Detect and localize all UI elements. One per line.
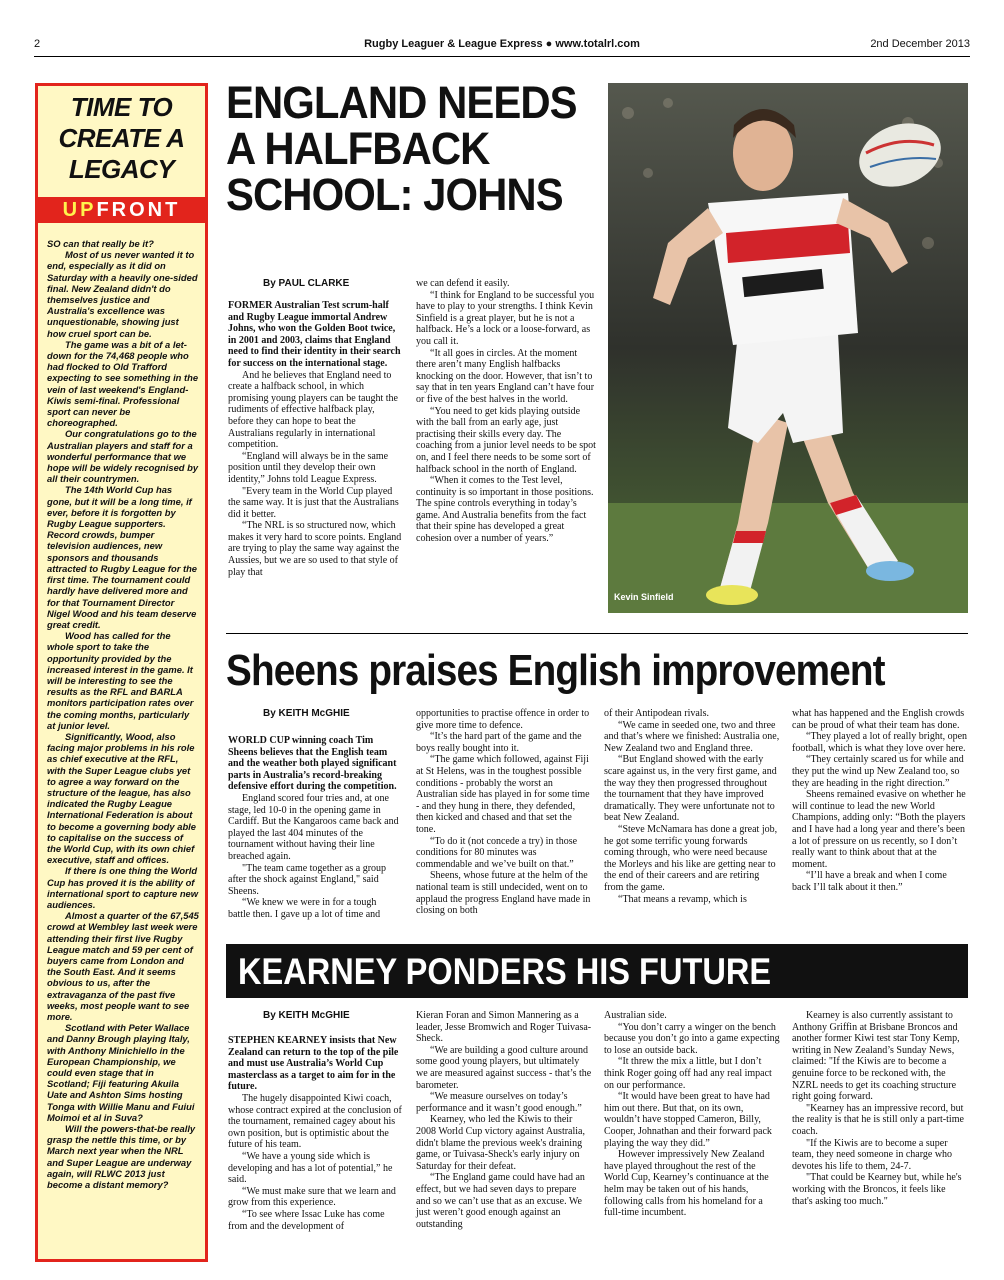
sidebar-paragraph: Our congratulations go to the Australian players and staff for a wonderful performance that we hope will be widely recognised by all their countrymen.: [47, 428, 199, 485]
player-illustration: [608, 83, 968, 613]
story3-paragraph: “It would have been great to have had him out there. But that, on its own, wouldn’t have stopped Cameron, Billy, Cooper, Johnathan and their forward pack playing the way they did.”: [604, 1091, 772, 1149]
story3-paragraph: “The England game could have had an effect, but we had seven days to prepare and so we can’t use that as an excuse. We just weren’t good enough against an outstanding: [416, 1172, 585, 1230]
story2-paragraph: “The game which followed, against Fiji at St Helens, was in the toughest possible conditions - probably the worst an Australian side has played in for some time - and they hung in there, they defended, then kicked and chased and that set the tone.: [416, 754, 590, 835]
story1-headline: ENGLAND NEEDS A HALFBACK SCHOOL: JOHNS: [226, 77, 577, 220]
story3-paragraph: Australian side.: [604, 1010, 667, 1021]
story2-paragraph: “We knew we were in for a tough battle then. I gave up a lot of time and: [228, 897, 381, 920]
story1-paragraph: “When it comes to the Test level, continuity is so important in those positions. The spine controls everything in today’s game. And Australia benefits from the fact that their spine has developed a great cohesion over a number of years.”: [416, 475, 594, 545]
sidebar-paragraph: Almost a quarter of the 67,545 crowd at Wembley last week were attending their first live Rugby League match and 59 per cent of buyers came from London and the South East. And it seems obvious to us, after the extravaganza of the past five weeks, most people want to see more.: [47, 910, 199, 1023]
story2-column-3: [604, 708, 780, 905]
story2-byline: By KEITH McGHIE: [263, 708, 350, 719]
kevin-sinfield-photo: [608, 83, 968, 613]
story3-paragraph: "That could be Kearney but, while he's working with the Broncos, it feels like that's asking too much.": [792, 1172, 962, 1207]
story2-column-1: [228, 735, 400, 921]
story3-paragraph: “We are building a good culture around some good young players, but ultimately we are measured against success - that’s the barometer.: [416, 1044, 592, 1091]
story3-column-4: [792, 1010, 968, 1207]
sidebar-paragraph: The 14th World Cup has gone, but it will be a long time, if ever, before it is forgotten by Rugby League supporters. Record crowds, bumper television audiences, new sponsors and thousands attracted to Rugby League for the first time. The tournament could hardly have delivered more and for that Tournament Director Nigel Wood and his team deserve great credit.: [47, 484, 198, 630]
sidebar-paragraph: Scotland with Peter Wallace and Danny Brough playing Italy, with Anthony Minichiello in the European Championship, we could even stage that in Scotland; Fiji featuring Akuila Uate and Ashton Sims hosting Tonga with Willie Manu and Fuiui Moimoi et al in Suva?: [47, 1022, 195, 1123]
story3-paragraph: “We must make sure that we learn and grow from this experience.: [228, 1185, 396, 1209]
story1-paragraph: "Every team in the World Cup played the same way. It is just that the Australians did it better.: [228, 485, 399, 520]
upfront-front: FRONT: [96, 199, 181, 221]
story2-paragraph: “It’s the hard part of the game and the boys really bought into it.: [416, 731, 582, 754]
sidebar-title: TIME TO CREATE A LEGACY: [58, 92, 185, 184]
story2-column-4: [792, 708, 968, 894]
story1-paragraph: “England will always be in the same position until they develop their own identity,” Johns told League Express.: [228, 450, 389, 485]
header-rule: [34, 56, 970, 57]
sidebar-paragraph: Will the powers-that-be really grasp the nettle this time, or by March next year when the NRL and Super League are underway again, will RLWC 2013 just become a distant memory?: [47, 1123, 196, 1191]
sidebar-paragraph: The game was a bit of a let-down for the 74,468 people who had flocked to Old Trafford expecting to see something in the vein of last weekend's England-Kiwis semi-final. Professional sport can never be choreographed.: [47, 338, 199, 429]
story2-paragraph: “That means a revamp, which is: [618, 893, 747, 905]
story1-column-1: [228, 300, 402, 578]
story2-paragraph: opportunities to practise offence in order to give more time to defence.: [416, 708, 590, 731]
sidebar-paragraph: Wood has called for the whole sport to take the opportunity provided by the increased interest in the game. It will be interesting to see the results as the RFL and BARLA monitors participation rates over the coming months, particularly at junior level.: [47, 630, 194, 731]
story1-column-2: [416, 278, 596, 545]
story1-paragraph: And he believes that England need to create a halfback school, in which promising young players can be taught the rudiments of effective halfback play, before they can hope to beat the Australians regularly in international competition.: [228, 369, 398, 451]
story2-paragraph: “I’ll have a break and when I come back I’ll talk about it then.”: [792, 870, 947, 893]
story2-column-2: [416, 708, 591, 917]
upfront-sidebar: [35, 83, 208, 1262]
story2-paragraph: “They certainly scared us for while and they put the wind up New Zealand too, so they are heading in the right direction.”: [792, 754, 964, 789]
story1-paragraph: we can defend it easily.: [416, 278, 510, 289]
sidebar-text: [47, 238, 199, 1190]
sidebar-paragraph: Most of us never wanted it to end, especially as it did on Saturday with a heavily one-sided final. New Zealand didn't do themselves justice and Australia's excellence was unquestionable, showing just how cruel sport can be.: [47, 249, 198, 339]
story2-paragraph: Sheens remained evasive on whether he will continue to lead the new World Champions, adding only: “Both the players and I have had a long year and there’s been a lot of pressure on us recently, so I don’t really want to think about that at the moment.: [792, 789, 966, 870]
story1-paragraph: “The NRL is so structured now, which makes it very hard to score points. England are trying to play the same way against the Aussies, but we are so used to that style of play that: [228, 520, 402, 578]
story3-paragraph: However impressively New Zealand have played throughout the rest of the World Cup, Kearney’s continuance at the helm may be taken out of his hands, following calls from his homeland for a full-time incumbent.: [604, 1149, 769, 1219]
story3-paragraph: The hugely disappointed Kiwi coach, whose contract expired at the conclusion of the tournament, remained cagey about his own position, but is optimistic about the future of his team.: [228, 1092, 402, 1151]
story3-paragraph: "Kearney has an impressive record, but the reality is that he is still only a part-time coach.: [792, 1102, 964, 1137]
story2-paragraph: “Steve McNamara has done a great job, he got some terrific young forwards coming through, who were need because the Morleys and his like are getting near to the end of their careers and are retiring from the game.: [604, 823, 778, 893]
sidebar-paragraph: Significantly, Wood, also facing major problems in his role as chief executive at the RFL, with the Super League clubs yet to agree a way forward on the structure of the league, has also indicated the Rugby League International Federation is about to become a governing body able to capitalise on the success of the World Cup, with its own chief executive, staff and offices.: [47, 730, 196, 866]
story2-paragraph: of their Antipodean rivals.: [604, 708, 709, 719]
publication-name: Rugby Leaguer & League Express ● www.totalrl.com: [364, 38, 640, 50]
story1-paragraph: “I think for England to be successful you have to play to your strengths. I think Kevin Sinfield is a great player, but he is not a halfback. He’s a lock or a loose-forward, as you call it.: [416, 289, 595, 347]
story1-lead: FORMER Australian Test scrum-half and Rugby League immortal Andrew Johns, who won the Golden Boot twice, in 2001 and 2003, claims that England need to find their identity in their search for success on the international stage.: [228, 300, 401, 369]
story3-paragraph: “To see where Issac Luke has come from and the development of: [228, 1208, 385, 1232]
story3-byline: By KEITH McGHIE: [263, 1010, 350, 1021]
section-rule: [226, 633, 968, 634]
story3-paragraph: “It threw the mix a little, but I don’t think Roger going off had any real impact on our performance.: [604, 1056, 772, 1091]
story3-paragraph: Kearney is also currently assistant to Anthony Griffin at Brisbane Broncos and another former Kiwi test star Tony Kemp, writing in New Zealand’s Sunday News, claimed: "If the Kiwis are to become a genuine force to be reckoned with, the NZRL needs to get its coaching structure right going forward.: [792, 1010, 960, 1103]
story1-byline: By PAUL CLARKE: [263, 278, 350, 289]
story3-column-1: [228, 1035, 402, 1232]
story2-paragraph: "The team came together as a group after the shock against England," said Sheens.: [228, 862, 387, 897]
story3-paragraph: "If the Kiwis are to become a super team, they need someone in charge who devotes his life to them, 24-7.: [792, 1137, 953, 1172]
story3-paragraph: “You don’t carry a winger on the bench because you don’t go into a game expecting to lose an outside back.: [604, 1021, 780, 1056]
story3-column-2: [416, 1010, 592, 1230]
story3-headline: KEARNEY PONDERS HIS FUTURE: [238, 951, 772, 992]
sidebar-paragraph: SO can that really be it?: [47, 238, 154, 249]
story2-headline: Sheens praises English improvement: [226, 646, 885, 695]
story3-paragraph: Kieran Foran and Simon Mannering as a leader, Jesse Bromwich and Roger Tuivasa-Sheck.: [416, 1010, 592, 1045]
story2-lead: WORLD CUP winning coach Tim Sheens believes that the English team and the weather both played significant parts in Australia’s record-breaking defensive effort during the competition.: [228, 735, 397, 793]
page-header: [34, 34, 970, 56]
issue-date: 2nd December 2013: [870, 38, 970, 50]
photo-caption: Kevin Sinfield: [614, 592, 674, 602]
story2-paragraph: “We came in seeded one, two and three and that’s where we finished: Australia one, New Zealand two and England three.: [604, 719, 780, 754]
story2-paragraph: England scored four tries and, at one stage, led 10-0 in the opening game in Cardiff. But the Kangaroos came back and played the last 404 minutes of the tournament without having their line breached again.: [228, 792, 399, 862]
page-number: 2: [34, 38, 41, 50]
story3-paragraph: “We measure ourselves on today’s performance and it wasn’t good enough.”: [416, 1091, 582, 1114]
sidebar-paragraph: If there is one thing the World Cup has proved it is the ability of international sport to capture new audiences.: [47, 865, 199, 910]
story2-paragraph: “They played a lot of really bright, open football, which is what they love over here.: [792, 731, 968, 754]
upfront-banner: [38, 197, 205, 223]
story3-paragraph: “We have a young side which is developing and has a lot of potential,” he said.: [228, 1150, 393, 1186]
story2-paragraph: “But England showed with the early scare against us, in the very first game, and the way they then progressed throughout the tournament that they have improved dramatically. They were unfortunate not to beat New Zealand.: [604, 754, 777, 824]
story2-paragraph: “To do it (not concede a try) in those conditions for 80 minutes was commendable and we’ve built on that.”: [416, 835, 578, 870]
story3-column-3: [604, 1010, 780, 1219]
story1-paragraph: “It all goes in circles. At the moment there aren’t many English halfbacks knocking on the door. However, that isn’t to say that in ten years England can’t have four or five of the best halves in the world.: [416, 347, 595, 405]
story2-paragraph: what has happened and the English crowds can be proud of what their team has done.: [792, 708, 965, 731]
story3-paragraph: Kearney, who led the Kiwis to their 2008 World Cup victory against Australia, didn't blame the previous week's draining game, or Tuivasa-Sheck's early injury on Saturday for their defeat.: [416, 1114, 585, 1172]
story3-lead: STEPHEN KEARNEY insists that New Zealand can return to the top of the pile and must use Australia’s World Cup masterclass as a target to aim for in the future.: [228, 1035, 399, 1093]
upfront-up: UP: [62, 199, 97, 221]
story2-paragraph: Sheens, whose future at the helm of the national team is still undecided, went on to applaud the progress England have made in closing on both: [416, 870, 591, 917]
story1-paragraph: “You need to get kids playing outside with the ball from an early age, just practising their skills every day. The coaching from a junior level needs to be spot on, and I feel there needs to be some sort of halfback school in the north of England.: [416, 405, 596, 475]
